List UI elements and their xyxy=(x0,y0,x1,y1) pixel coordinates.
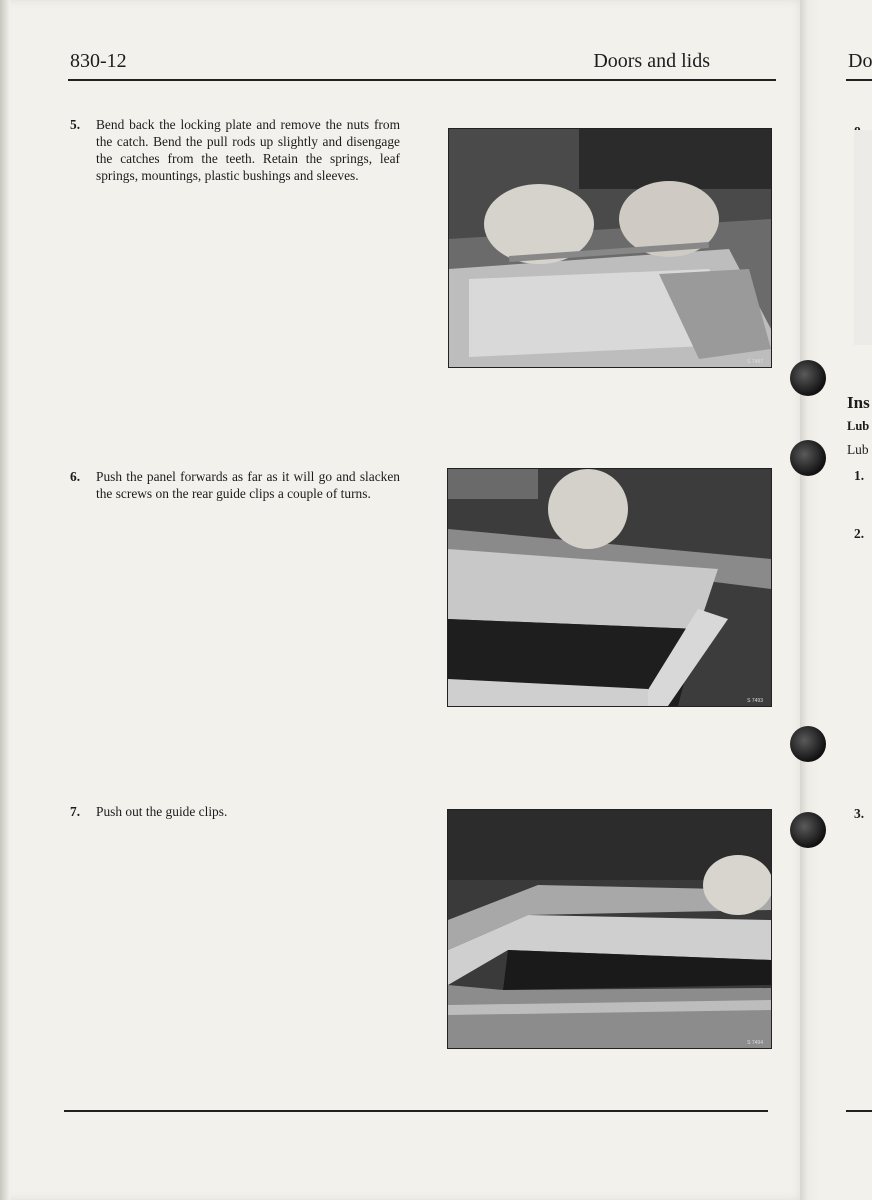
step-number: 5. xyxy=(70,117,81,132)
facing-photo xyxy=(854,130,872,345)
binder-hole xyxy=(790,360,826,396)
facing-step-1: 1. xyxy=(854,468,865,483)
facing-text: Lub xyxy=(847,442,869,457)
step-number: 7. xyxy=(70,804,81,819)
step-6-photo xyxy=(447,468,772,707)
facing-step-3: 3. xyxy=(854,806,865,821)
binder-hole xyxy=(790,812,826,848)
step-5-photo xyxy=(448,128,772,368)
facing-page-header: Do xyxy=(848,50,872,72)
page-number: 830-12 xyxy=(70,50,127,72)
step-text: Push out the guide clips. xyxy=(96,804,228,819)
step-7-photo xyxy=(447,809,772,1049)
step-5 xyxy=(70,116,400,184)
facing-page xyxy=(806,0,872,1200)
facing-header-rule xyxy=(846,79,872,81)
facing-footer-rule xyxy=(846,1110,872,1112)
step-7 xyxy=(70,803,400,820)
step-text: Bend back the locking plate and remove the nuts from the catch. Bend the pull rods up slightly and disengage the catches from the teeth. Retain the springs, leaf springs, mountings, plastic bushings and sleeves. xyxy=(96,117,400,183)
header-rule xyxy=(68,79,776,81)
facing-subheading: Lub xyxy=(847,419,870,433)
photo-code: S 7487 xyxy=(747,359,763,365)
binder-hole xyxy=(790,726,826,762)
section-title: Doors and lids xyxy=(593,50,710,72)
step-number: 6. xyxy=(70,469,81,484)
step-text: Push the panel forwards as far as it will go and slacken the screws on the rear guide clips a couple of turns. xyxy=(96,469,400,501)
photo-code: S 7493 xyxy=(747,698,763,704)
binder-hole xyxy=(790,440,826,476)
page-binding-shadow xyxy=(0,0,10,1200)
facing-heading: Ins xyxy=(847,393,870,412)
footer-rule xyxy=(64,1110,768,1112)
facing-step-2: 2. xyxy=(854,526,865,541)
step-6 xyxy=(70,468,400,502)
photo-code: S 7494 xyxy=(747,1040,763,1046)
